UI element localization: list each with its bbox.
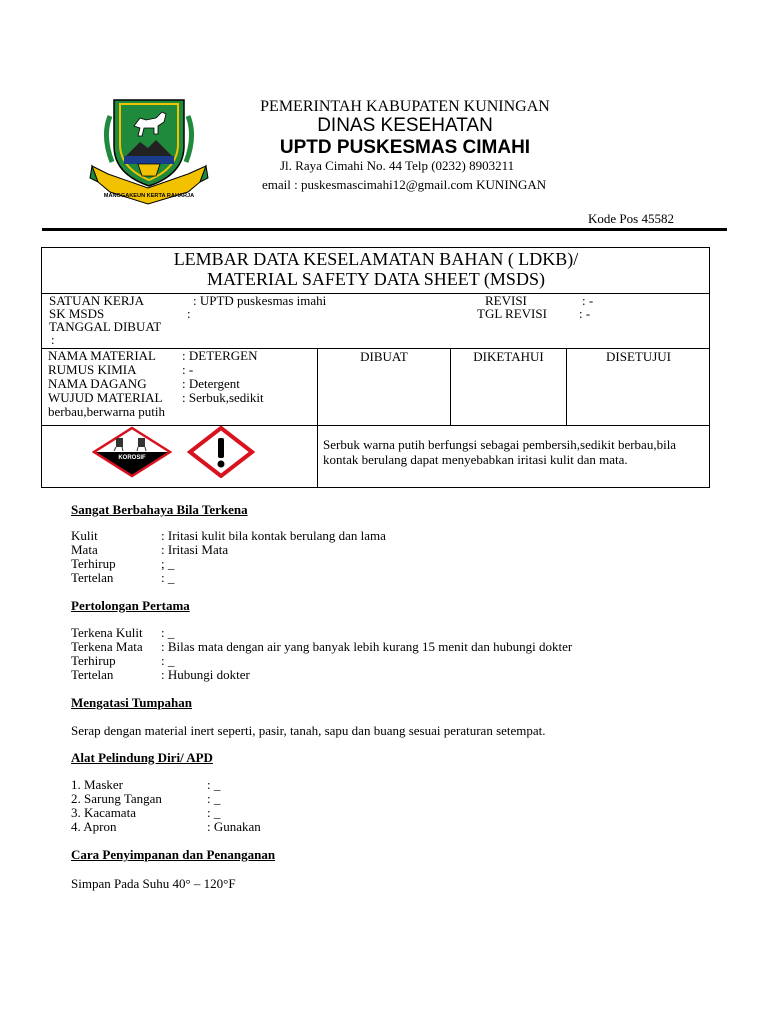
nama-material-label: NAMA MATERIAL: [48, 348, 156, 363]
ppe-value: : Gunakan: [207, 819, 261, 834]
sk-label: SK MSDS: [49, 306, 105, 321]
ppe-label: 3. Kacamata: [71, 805, 136, 820]
first-aid-label: Terkena Kulit: [71, 625, 143, 640]
hazard-labels: [71, 529, 116, 585]
rumus-kimia-value: : -: [182, 362, 194, 377]
corrosive-label: KOROSIF: [118, 455, 146, 461]
hazard-value: : Iritasi Mata: [161, 542, 229, 557]
header-divider: [42, 228, 727, 231]
hazard-value: : _: [161, 570, 175, 585]
satuan-label: SATUAN KERJA: [49, 293, 144, 308]
first-aid-label: Tertelan: [71, 667, 114, 682]
dibuat-header: DIBUAT: [360, 349, 408, 364]
tgl-revisi-label: TGL REVISI: [477, 306, 547, 321]
hazard-label: Mata: [71, 542, 98, 557]
exclamation-hazard-icon: [186, 426, 256, 478]
ppe-labels: [71, 778, 162, 834]
ppe-section-title: Alat Pelindung Diri/ APD: [71, 750, 213, 765]
postal-code: Kode Pos 45582: [588, 211, 674, 226]
ppe-label: 2. Sarung Tangan: [71, 791, 162, 806]
first-aid-values: [161, 626, 572, 682]
storage-text: Simpan Pada Suhu 40° – 120°F: [71, 876, 236, 891]
revisi-value: : -: [582, 293, 594, 308]
spill-section-title: Mengatasi Tumpahan: [71, 695, 193, 710]
first-aid-value: : Hubungi dokter: [161, 667, 250, 682]
sk-value: :: [187, 306, 191, 321]
first-aid-section-title: Pertolongan Pertama: [71, 598, 190, 613]
logo-motto: MANGGAKEUN KERTA RAHARJA: [103, 193, 195, 199]
ppe-label: 4. Apron: [71, 819, 117, 834]
wujud-material-cont: berbau,berwarna putih: [48, 404, 165, 419]
hazard-label: Terhirup: [71, 556, 116, 571]
spill-text: Serap dengan material inert seperti, pasir, tanah, sapu dan buang sesuai peraturan setempat.: [71, 723, 546, 738]
diketahui-header: DIKETAHUI: [473, 349, 544, 364]
sheet-title-1: LEMBAR DATA KESELAMATAN BAHAN ( LDKB)/: [173, 249, 579, 269]
address: Jl. Raya Cimahi No. 44 Telp (0232) 8903211: [280, 158, 515, 173]
revisi-label: REVISI: [485, 293, 527, 308]
sheet-title-2: MATERIAL SAFETY DATA SHEET (MSDS): [207, 269, 545, 289]
ppe-values: [207, 778, 261, 834]
first-aid-value: : _: [161, 625, 175, 640]
storage-section-title: Cara Penyimpanan dan Penanganan: [71, 847, 276, 862]
hazard-label: Tertelan: [71, 570, 114, 585]
email: email : puskesmascimahi12@gmail.com KUNINGAN: [262, 177, 547, 192]
wujud-material-value: : Serbuk,sedikit: [182, 390, 264, 405]
first-aid-value: : Bilas mata dengan air yang banyak lebih kurang 15 menit dan hubungi dokter: [161, 639, 573, 654]
hazard-value: : Iritasi kulit bila kontak berulang dan lama: [161, 528, 386, 543]
ppe-value: : _: [207, 805, 221, 820]
nama-dagang-label: NAMA DAGANG: [48, 376, 147, 391]
first-aid-value: : _: [161, 653, 175, 668]
first-aid-labels: [71, 626, 143, 682]
ppe-label: 1. Masker: [71, 777, 123, 792]
first-aid-label: Terhirup: [71, 653, 116, 668]
hazard-values: [161, 529, 386, 585]
tanggal-label: TANGGAL DIBUAT: [49, 319, 162, 334]
ppe-value: : _: [207, 777, 221, 792]
satuan-value: : UPTD puskesmas imahi: [193, 293, 327, 308]
government-name: PEMERINTAH KABUPATEN KUNINGAN: [260, 98, 550, 115]
nama-dagang-value: : Detergent: [182, 376, 240, 391]
corrosive-symbol-icon: [92, 426, 172, 478]
ppe-value: : _: [207, 791, 221, 806]
nama-material-value: : DETERGEN: [182, 348, 258, 363]
institution-name: UPTD PUSKESMAS CIMAHI: [279, 137, 531, 158]
tanggal-value: :: [51, 332, 55, 347]
disetujui-header: DISETUJUI: [606, 349, 671, 364]
department-name: DINAS KESEHATAN: [317, 115, 493, 136]
table-line: [317, 348, 318, 488]
hazard-value: ; _: [161, 556, 175, 571]
hazard-label: Kulit: [71, 528, 98, 543]
hazard-section-title: Sangat Berbahaya Bila Terkena: [71, 502, 248, 517]
material-description: Serbuk warna putih berfungsi sebagai pembersih,sedikit berbau,bila kontak berulang dapat menyebabkan iritasi kulit dan mata.: [323, 437, 677, 467]
rumus-kimia-label: RUMUS KIMIA: [48, 362, 137, 377]
tgl-revisi-value: : -: [579, 306, 591, 321]
first-aid-label: Terkena Mata: [71, 639, 143, 654]
wujud-material-label: WUJUD MATERIAL: [48, 390, 163, 405]
